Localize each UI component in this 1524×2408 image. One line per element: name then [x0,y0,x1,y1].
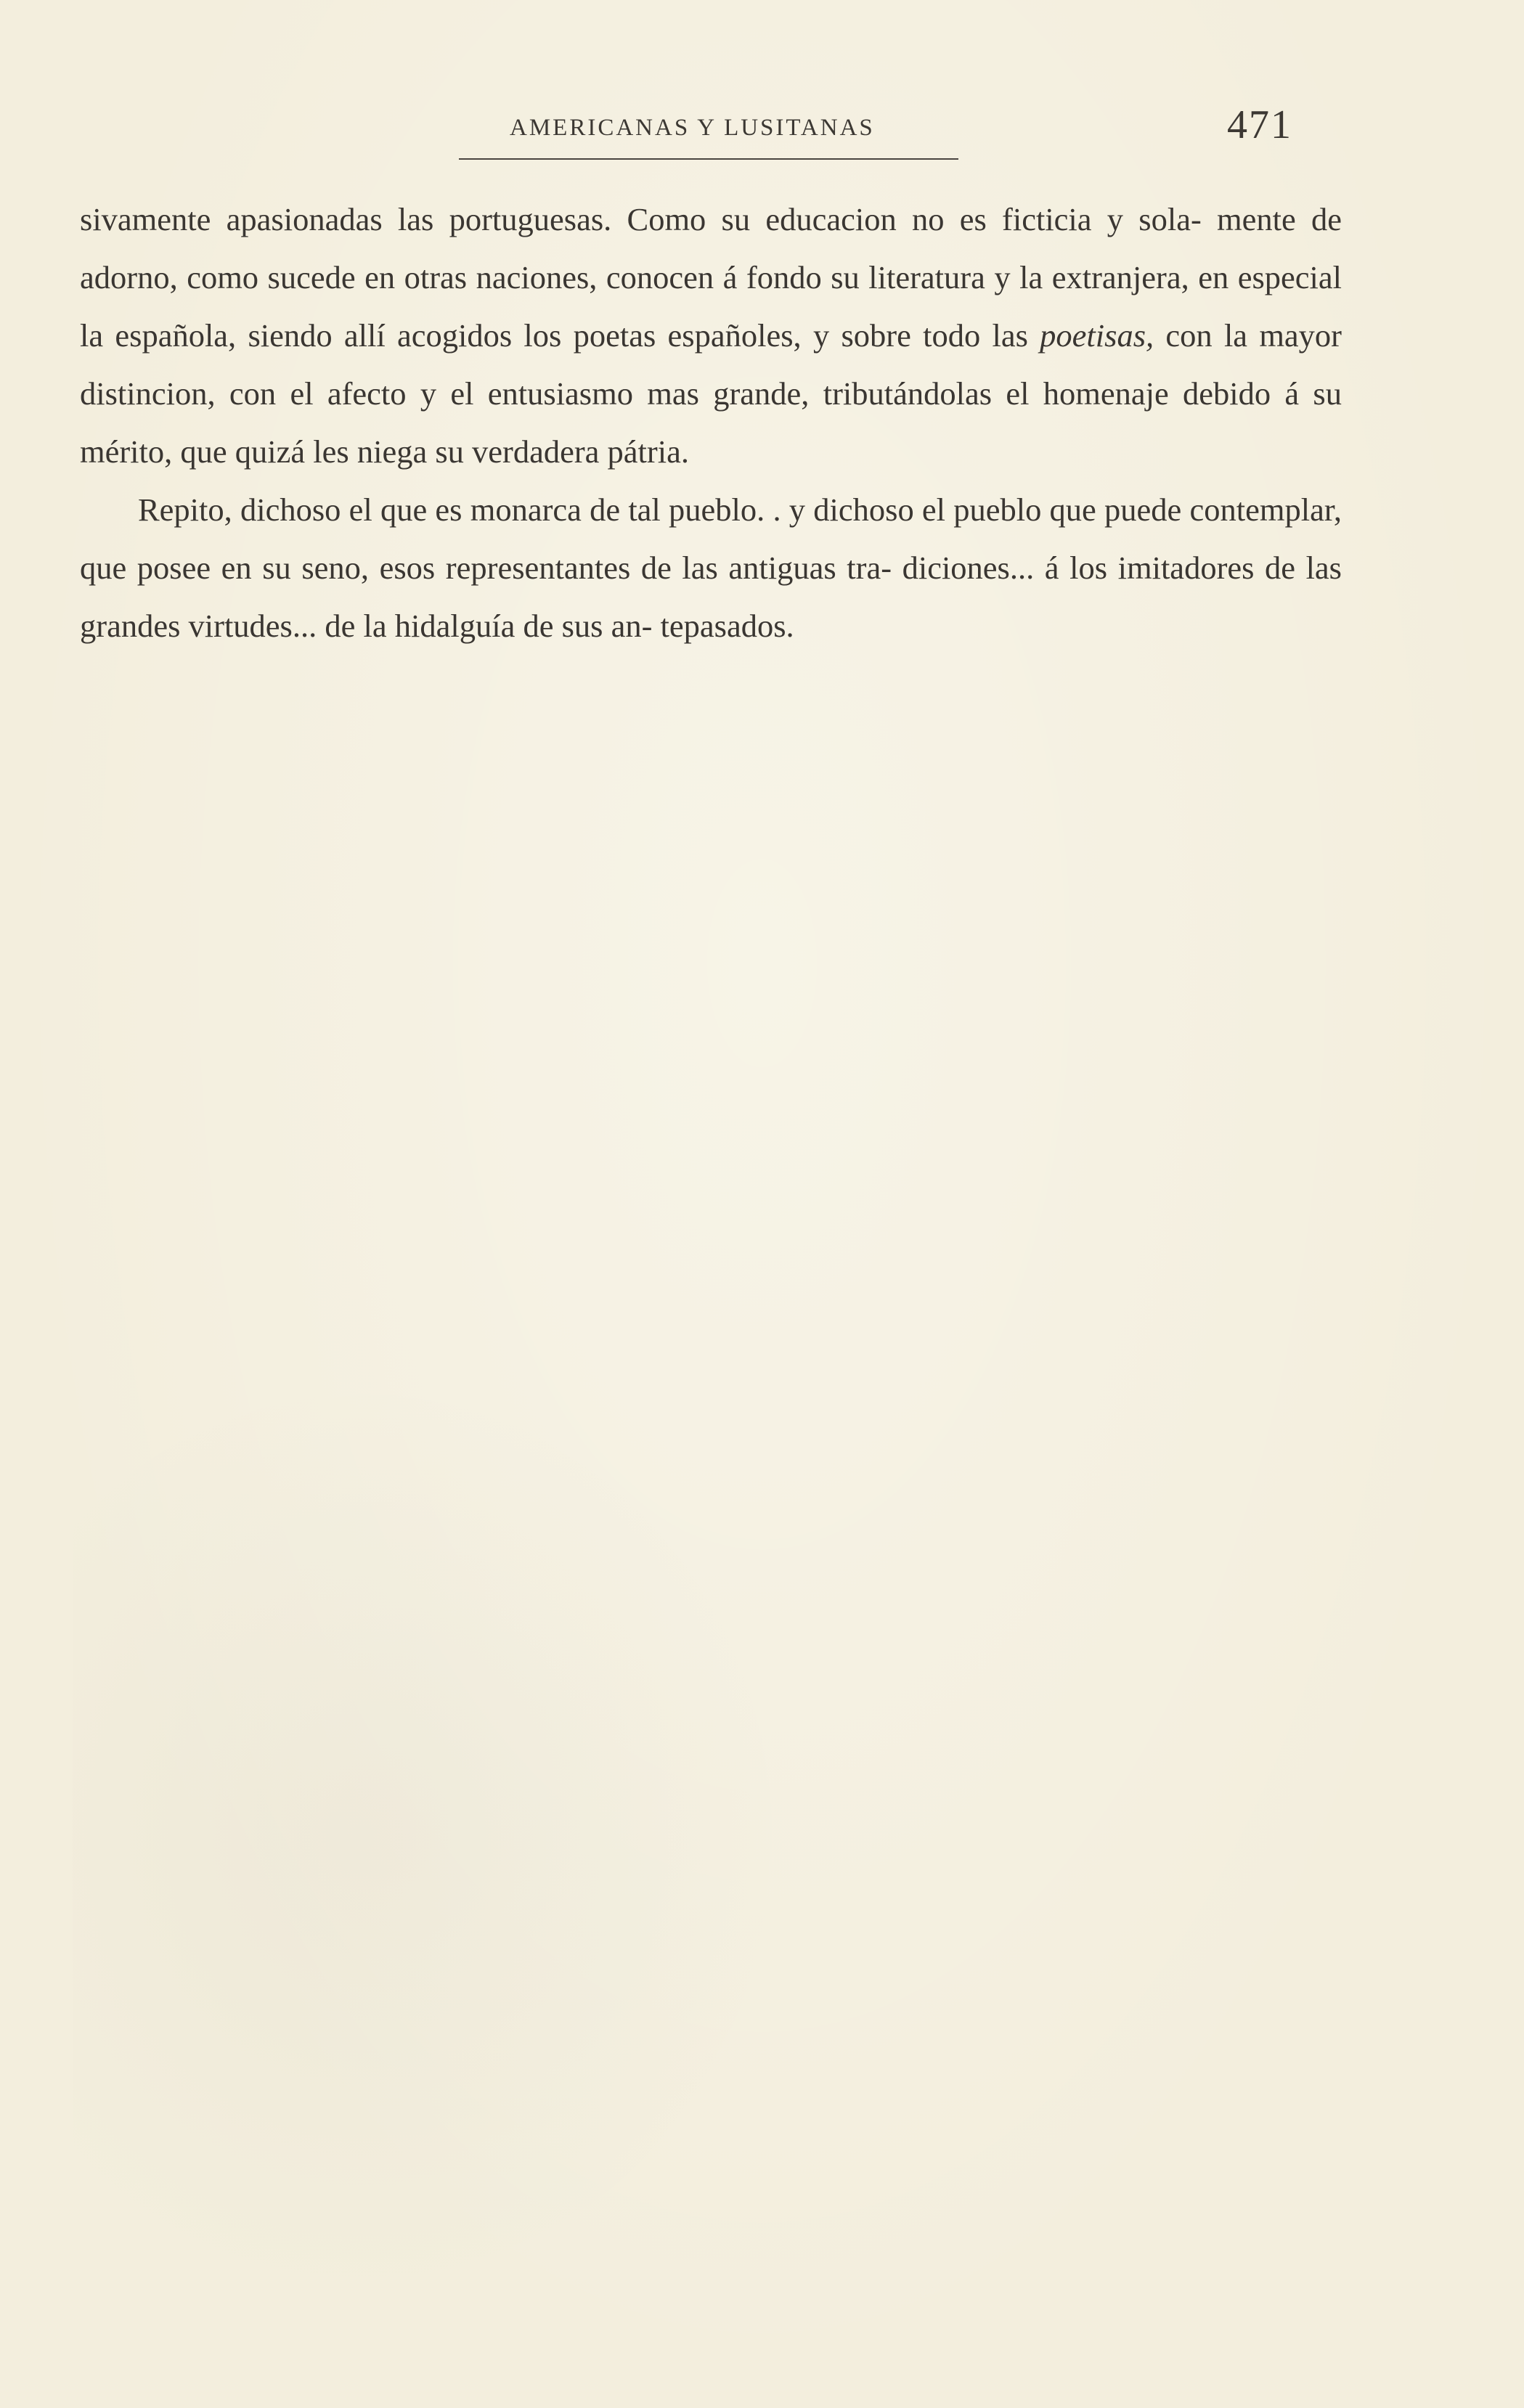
paragraph-2: Repito, dichoso el que es monarca de tal pueblo. . y dichoso el pueblo que puede contemplar, que posee en su seno, esos representantes de las antiguas tra- diciones... á los imitadores de las grandes virtudes... de la hidalguía de sus an- tepasados. [80,491,1342,644]
page-number: 471 [1227,102,1292,147]
paragraph-1-text-end: con la mayor distincion, con el afecto y el entusiasmo mas grande, tributándolas el homenaje debido á su mérito, que quizá les niega su verdadera pátria. [80,317,1342,470]
show-through-shadow [73,1365,799,2309]
paragraph-1-text-start: sivamente apasionadas las portuguesas. Como su educacion no es ficticia y sola- mente de adorno, como sucede en otras naciones, conocen á fondo su literatura y la extranjera, en especial la española, siendo allí acogidos los poetas españoles, y sobre todo las [80,201,1342,354]
header-rule [459,158,958,160]
running-head: AMERICANAS Y LUSITANAS [510,115,875,141]
body-text [80,190,1342,655]
italic-word: poetisas, [1040,317,1154,354]
paragraph-1 [80,190,1342,481]
